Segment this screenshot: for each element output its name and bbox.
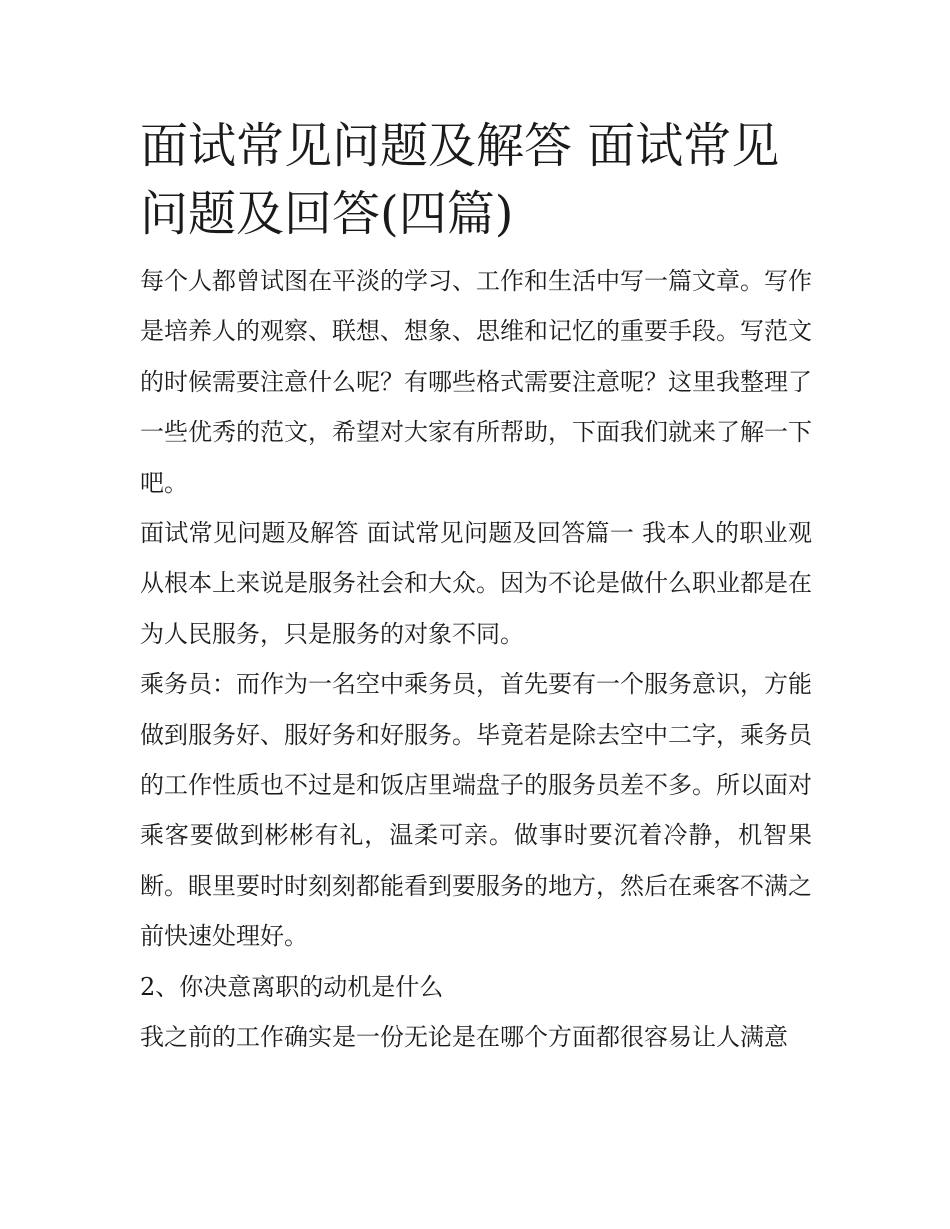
question-heading: 2、你决意离职的动机是什么 (140, 972, 444, 1001)
document-page (140, 112, 812, 1063)
paragraph-answer: 我之前的工作确实是一份无论是在哪个方面都很容易让人满意 (140, 1023, 788, 1052)
paragraph-intro: 每个人都曾试图在平淡的学习、工作和生活中写一篇文章。写作是培养人的观察、联想、想象、思维和记忆的重要手段。写范文的时候需要注意什么呢？有哪些格式需要注意呢？这里我整理了一些优秀的范文，希望对大家有所帮助，下面我们就来了解一下吧。 (140, 267, 812, 497)
paragraph-flight-attendant: 乘务员：而作为一名空中乘务员，首先要有一个服务意识，方能做到服务好、服好务和好服务。毕竟若是除去空中二字，乘务员的工作性质也不过是和饭店里端盘子的服务员差不多。所以面对乘客要做到彬彬有礼，温柔可亲。做事时要沉着冷静，机智果断。眼里要时时刻刻都能看到要服务的地方，然后在乘客不满之前快速处理好。 (140, 670, 812, 951)
document-title: 面试常见问题及解答 面试常见问题及回答(四篇) (140, 118, 780, 242)
paragraph-career-view: 面试常见问题及解答 面试常见问题及回答篇一 我本人的职业观从根本上来说是服务社会和大众。因为不论是做什么职业都是在为人民服务，只是服务的对象不同。 (140, 519, 812, 648)
